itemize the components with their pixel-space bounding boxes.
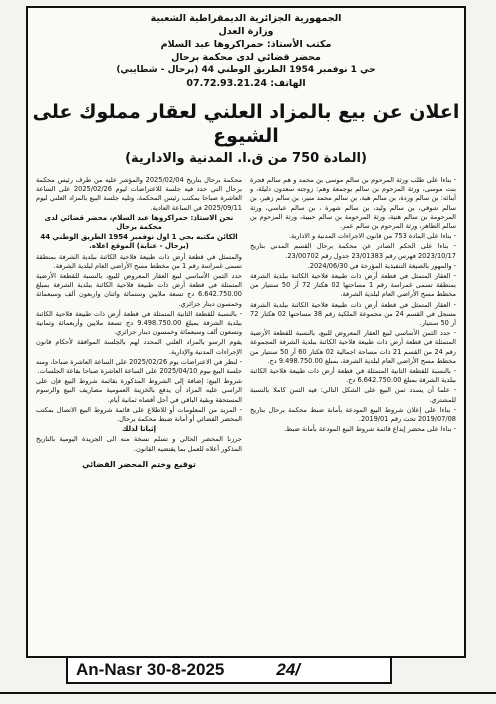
paragraph: - حدد الثمن الأساسي لبيع العقار المعروض للبيع، بالنسبة للقطعة الأرضية المتمثلة في قطعة أرض ذات طبيعة فلاحية الكائنة ببلدية الشرفة المجموعة رقم 24 من القسم 21 ذات مساحة اجمالية 02 هكتار 60 آر 50 سنتيار من مخطط مسح الأراضي العام لبلدية الشرفة، بمبلغ 9.498.750.00 دج. [250,329,456,365]
notice-sheet [26,6,466,658]
body-column-right [250,176,456,648]
notice-title: اعلان عن بيع بالمزاد العلني لعقار مملوك على الشيوع [32,101,460,147]
paragraph: - بالنسبة للقطعة الثانية المتمثلة في قطعة أرض ذات طبيعة فلاحية الكائنة ببلدية الشرفة بمبلغ 9.498.750.00 دج تسعة ملايين وأربعمائة وثمانية وتسعون ألف وسبعمائة وخمسون دينار جزائري. [36,309,242,337]
header-line-republic: الجمهورية الجزائرية الديمقراطية الشعبية [150,13,342,24]
paragraph: حررنا المحضر الحالي و تسلم نسخة منه الى الجريدة اليومية بالتاريخ المذكور أعلاه للعمل بما يقتضيه القانون. [36,435,242,453]
header-line-ministry: وزارة العدل [218,26,274,37]
body-column-left [36,176,242,648]
notice-header [28,12,464,90]
paragraph: - بناءا على طلب ورثة المرحوم بن سالم موسى بن محمد و هم سالم فجرة بنت موسى، ورثة المرحوم بن سالم بوجمعة وهم: زوجته سعدون دليلة، و أبنائه: بن سالم وردة، بن سالم هبة، بن سالم محمد منير، بن سالم زهير، بن سالم شوقي، بن سالم وليد، بن سالم شهرة ، بن سالم عباسي، ورثة المرحومة بن سالم هنية، ورثة المرحومة بن سالم حبيبة، ورثة المرحوم بن سالم الطاهر، ورثة المرحوم بن سالم عمر. [250,176,456,231]
paragraph: يقوم الرسو بالمزاد العلني المحدد لهم بالجلسة الموافقة لأحكام قانون الإجراءات المدنية والإدارية. [36,338,242,356]
paragraph: - بناءا على الحكم الصادر عن محكمة برحال القسم المدني بتاريخ 2023/10/17 فهرس رقم 23/01383 جدول رقم 23/00702. [250,242,456,260]
header-line-bailiff: محضر قضائي لدى محكمة برحال [171,52,321,63]
paragraph: - بالنسبة للقطعة الثانية المتمثلة في قطعة أرض ذات طبيعة فلاحية الكائنة ببلدية الشرفة بمبلغ 6.642.750.00 دج. [250,367,456,385]
paragraph: - بناءا على محضر إيداع قائمة شروط البيع المودعة بأمانة ضبط. [283,425,456,434]
notice-body [36,176,456,648]
bailiff-name-line: نحن الاستاذ: حمراكروها عبد السلام، محضر قضائي لدى محكمة برحال [44,213,234,232]
paragraph: شروط البيع: إضافة إلى الشروط المذكورة بقائمة شروط البيع فإن على الراسي عليه المزاد أن يدفع بالخزينة العمومية مصاريف البيع والرسوم المستحقة وبقية الباقي في أجل أقصاه ثمانية أيام. [36,377,242,404]
notice-subtitle: (المادة 750 من ق.ا. المدنية والادارية) [125,151,367,166]
paragraph: والمتمثل في قطعة أرض ذات طبيعة فلاحية الكائنة ببلدية الشرفة بمنطقة تسمى غمراسة رقم 1 من مخطط مسح الأراضي العام لبلدية الشرفة. [36,252,242,270]
paragraph: - العقار المتمثل في قطعة أرض ذات طبيعة فلاحية الكائنة ببلدية الشرفة مسجل في القسم 24 من مجموعة الملكية رقم 38 مساحتها 02 هكتار 72 آر 50 سنتيار. [250,300,456,328]
signature-line: توقيع وختم المحضر القضائي [82,459,196,469]
bailiff-address-line: الكائن مكتبه بحي 1 اول نوفمبر 1954 الطريق الوطني 44 (برحال - عنابة) الموقع اعلاه. [40,233,238,251]
paragraph: حدد الثمن الأساسي لبيع العقار المعروض للبيع، بالنسبة للقطعة الأرضية المتمثلة في قطعة أرض ذات طبيعة فلاحية الكائنة ببلدية الشرفة بمبلغ 6.642.750.00 دج تسعة ملايين وستمائة واثنان واربعون ألف وسبعمائة وخمسون دينار جزائري. [36,272,242,308]
paragraph: محكمة برحال بتاريخ 2025/02/04 والمؤشر عليه من طرف رئيس محكمة برحال التي حدد فيه جلسة للاعتراضات ليوم 2025/02/26 على الساعة العاشرة صباحا بمكتب رئيس المحكمة، وتليه جلسة البيع بالمزاد العلني ليوم 2025/09/11 في الساعة العادية. [36,176,242,212]
paragraph: - علما أن يسدد ثمن البيع على الشكل التالي: فيه الثمن كاملا بالنسبة للمشتري. [250,386,456,404]
header-line-address: حي 1 نوفمبر 1954 الطريق الوطني 44 (برحال - شطايبي) [116,65,376,75]
header-line-office: مكتب الأستاذ: حمراكروها عبد السلام [160,39,332,50]
paragraph: - المزيد من المعلومات أو للاطلاع على قائمة شروط البيع الاتصال بمكتب المحضر القضائي أو أمانة ضبط محكمة برحال. [36,405,242,424]
paragraph: - بناءا على إعلان شروط البيع المودعة بأمانة ضبط محكمة برحال بتاريخ 2019/07/08 تحت رقم 2019/01. [250,405,456,424]
header-line-phone: الهاتف: 07.72.93.21.24 [186,78,306,89]
paragraph: - العقار المتمثل في قطعة أرض ذات طبيعة فلاحية الكائنة ببلدية الشرفة بمنطقة تسمى غمراسة رقم 1 مساحتها 02 هكتار 72 آر 50 سنتيار من مخطط مسح الأراضي العام لبلدية الشرفة. [250,272,456,299]
paragraph: - والمهور بالصيغة التنفيذية المؤرخة في 2024/06/30. [307,261,456,270]
footer-page-number: 24/ [276,660,300,679]
paragraph: - لنظر في الاعتراضات يوم 2025/02/26 على الساعة العاشرة صباحا، ومنه جلسة البيع بيوم 2025/04/10 على الساعة العاشرة صباحا بقاعة الجلسات. [36,357,242,376]
bottom-divider [0,692,496,694]
proof-heading: إثباتا لذلك [121,425,157,434]
footer-date: An-Nasr 30-8-2025 [76,660,225,679]
newspaper-footer [66,656,392,684]
paragraph: - بناءا على المادة 753 من قانون الاجراءات المدنية و الادارية. [288,232,456,241]
